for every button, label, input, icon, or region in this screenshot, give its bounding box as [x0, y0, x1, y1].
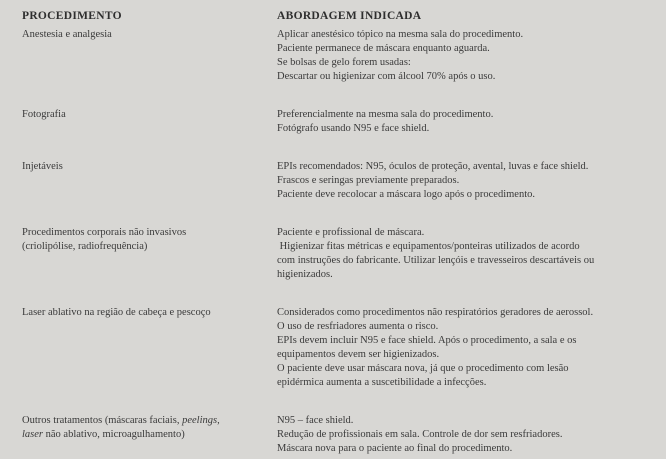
procedimento-text: Procedimentos corporais não invasivos	[22, 227, 187, 238]
table-row	[22, 160, 652, 202]
abordagem-line: Paciente e profissional de máscara.	[277, 227, 425, 238]
abordagem-cell	[277, 28, 652, 84]
abordagem-cell	[277, 108, 652, 136]
abordagem-line: higienizados.	[277, 269, 333, 280]
procedimento-segment-italic: laser	[22, 429, 43, 440]
abordagem-cell	[277, 226, 652, 282]
procedimento-cell	[22, 306, 277, 390]
abordagem-line: Descartar ou higienizar com álcool 70% após o uso.	[277, 71, 496, 82]
procedimento-text	[22, 428, 263, 442]
procedimento-text: Fotografia	[22, 109, 66, 120]
abordagem-cell	[277, 160, 652, 202]
procedimento-segment-italic: peelings,	[182, 415, 220, 426]
table-row	[22, 306, 652, 390]
abordagem-line: EPIs recomendados: N95, óculos de proteção, avental, luvas e face shield.	[277, 161, 589, 172]
abordagem-line: Frascos e seringas previamente preparados.	[277, 175, 460, 186]
procedimento-cell	[22, 226, 277, 282]
abordagem-line: O paciente deve usar máscara nova, já que o procedimento com lesão	[277, 363, 569, 374]
abordagem-line: Paciente deve recolocar a máscara logo após o procedimento.	[277, 189, 536, 200]
procedimento-cell	[22, 414, 277, 456]
abordagem-line: equipamentos devem ser higienizados.	[277, 349, 440, 360]
abordagem-line: Higienizar fitas métricas e equipamentos/ponteiras utilizados de acordo	[277, 241, 580, 252]
abordagem-line: Fotógrafo usando N95 e face shield.	[277, 123, 430, 134]
abordagem-line: Considerados como procedimentos não respiratórios geradores de aerossol.	[277, 307, 594, 318]
procedimento-text: Injetáveis	[22, 161, 63, 172]
procedimento-cell	[22, 160, 277, 202]
column-header-abordagem: ABORDAGEM INDICADA	[277, 10, 422, 22]
procedimento-cell	[22, 108, 277, 136]
table-row	[22, 108, 652, 136]
abordagem-cell	[277, 306, 652, 390]
procedimento-text: Laser ablativo na região de cabeça e pescoço	[22, 307, 211, 318]
column-header-procedimento: PROCEDIMENTO	[22, 10, 122, 22]
abordagem-line: O uso de resfriadores aumenta o risco.	[277, 321, 439, 332]
abordagem-line: EPIs devem incluir N95 e face shield. Após o procedimento, a sala e os	[277, 335, 577, 346]
abordagem-line: Paciente permanece de máscara enquanto aguarda.	[277, 43, 490, 54]
abordagem-line: Se bolsas de gelo forem usadas:	[277, 57, 411, 68]
procedimento-cell	[22, 28, 277, 84]
abordagem-cell	[277, 414, 652, 456]
abordagem-line: Preferencialmente na mesma sala do procedimento.	[277, 109, 494, 120]
abordagem-line: com instruções do fabricante. Utilizar lençóis e travesseiros descartáveis ou	[277, 255, 595, 266]
abordagem-line: N95 – face shield.	[277, 415, 354, 426]
table-row	[22, 28, 652, 84]
abordagem-line: Redução de profissionais em sala. Controle de dor sem resfriadores.	[277, 429, 563, 440]
abordagem-line: Aplicar anestésico tópico na mesma sala do procedimento.	[277, 29, 524, 40]
table-header-row	[22, 10, 652, 22]
abordagem-line: epidérmica aumenta a suscetibilidade a infecções.	[277, 377, 487, 388]
procedimento-segment: Outros tratamentos (máscaras faciais,	[22, 415, 183, 426]
procedimento-segment: não ablativo, microagulhamento)	[43, 429, 185, 440]
abordagem-line: Máscara nova para o paciente ao final do procedimento.	[277, 443, 513, 454]
procedimento-text: Anestesia e analgesia	[22, 29, 112, 40]
procedimento-text	[22, 414, 263, 428]
table-row	[22, 414, 652, 456]
procedimento-text: (criolipólise, radiofrequência)	[22, 241, 148, 252]
table-row	[22, 226, 652, 282]
